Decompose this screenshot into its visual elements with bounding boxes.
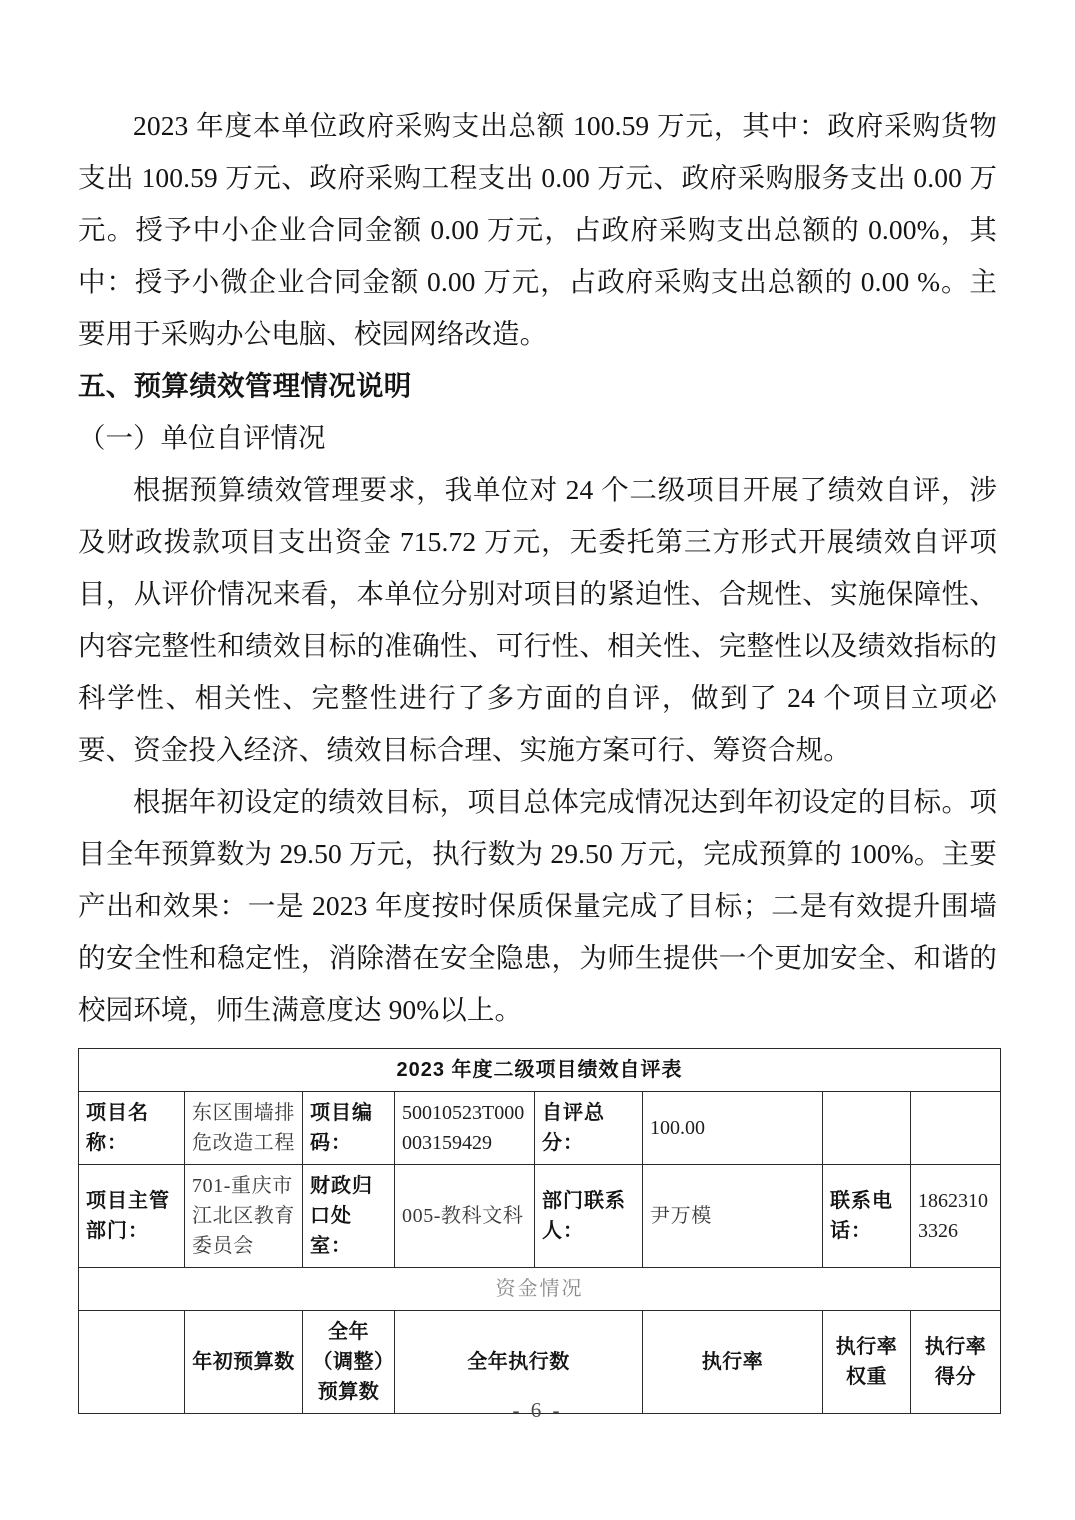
project-name-value: 东区围墙排危改造工程 — [185, 1092, 303, 1165]
finance-office-value: 005-教科文科 — [395, 1165, 535, 1268]
table-row-department — [79, 1165, 1001, 1268]
self-score-value: 100.00 — [643, 1092, 823, 1165]
paragraph-procurement-summary: 2023 年度本单位政府采购支出总额 100.59 万元，其中：政府采购货物支出 100.59 万元、政府采购工程支出 0.00 万元、政府采购服务支出 0.00 万元。授予中小企业合同金额 0.00 万元，占政府采购支出总额的 0.00%，其中：授予小微企业合同金额 0.00 万元，占政府采购支出总额的 0.00 %。主要用于采购办公电脑、校园网络改造。 — [78, 110, 997, 349]
table-row-funds-section — [79, 1268, 1001, 1311]
self-score-label: 自评总分： — [535, 1092, 643, 1165]
project-row-extra-cell-2 — [911, 1092, 1001, 1165]
contact-phone-value: 18623103326 — [911, 1165, 1001, 1268]
table-row-project — [79, 1092, 1001, 1165]
funds-header-annual-execution: 全年执行数 — [395, 1311, 643, 1414]
contact-person-value: 尹万模 — [643, 1165, 823, 1268]
page-number: - 6 - — [512, 1398, 563, 1422]
funds-header-rate-weight: 执行率权重 — [823, 1311, 911, 1414]
supervising-department-value: 701-重庆市江北区教育委员会 — [185, 1165, 303, 1268]
supervising-department-label: 项目主管部门： — [79, 1165, 185, 1268]
funds-header-rate-score: 执行率得分 — [911, 1311, 1001, 1414]
performance-self-evaluation-table — [78, 1048, 1001, 1414]
project-code-label: 项目编码： — [303, 1092, 395, 1165]
performance-table-wrapper — [78, 1048, 997, 1414]
project-name-label: 项目名称： — [79, 1092, 185, 1165]
section-heading-budget-performance: 五、预算绩效管理情况说明 — [78, 370, 412, 401]
funds-header-initial-budget: 年初预算数 — [185, 1311, 303, 1414]
table-title: 2023 年度二级项目绩效自评表 — [79, 1049, 1001, 1092]
finance-office-label: 财政归口处室： — [303, 1165, 395, 1268]
funds-section-label: 资金情况 — [79, 1268, 1001, 1311]
contact-person-label: 部门联系人： — [535, 1165, 643, 1268]
paragraph-outcome: 根据年初设定的绩效目标，项目总体完成情况达到年初设定的目标。项目全年预算数为 29.50 万元，执行数为 29.50 万元，完成预算的 100%。主要产出和效果：一是 2023 年度按时保质保量完成了目标；二是有效提升围墙的安全性和稳定性，消除潜在安全隐患，为师生提供一个更加安全、和谐的校园环境，师生满意度达 90%以上。 — [78, 786, 997, 1025]
paragraph-self-evaluation: 根据预算绩效管理要求，我单位对 24 个二级项目开展了绩效自评，涉及财政拨款项目支出资金 715.72 万元，无委托第三方形式开展绩效自评项目，从评价情况来看，本单位分别对项目的紧迫性、合规性、实施保障性、内容完整性和绩效目标的准确性、可行性、相关性、完整性以及绩效指标的科学性、相关性、完整性进行了多方面的自评，做到了 24 个项目立项必要、资金投入经济、绩效目标合理、实施方案可行、筹资合规。 — [78, 474, 997, 765]
project-row-extra-cell-1 — [823, 1092, 911, 1165]
project-code-value: 50010523T000003159429 — [395, 1092, 535, 1165]
sub-heading-self-evaluation: （一）单位自评情况 — [78, 422, 326, 453]
funds-header-execution-rate: 执行率 — [643, 1311, 823, 1414]
table-row-title — [79, 1049, 1001, 1092]
contact-phone-label: 联系电话： — [823, 1165, 911, 1268]
funds-header-adjusted-budget: 全年（调整）预算数 — [303, 1311, 395, 1414]
